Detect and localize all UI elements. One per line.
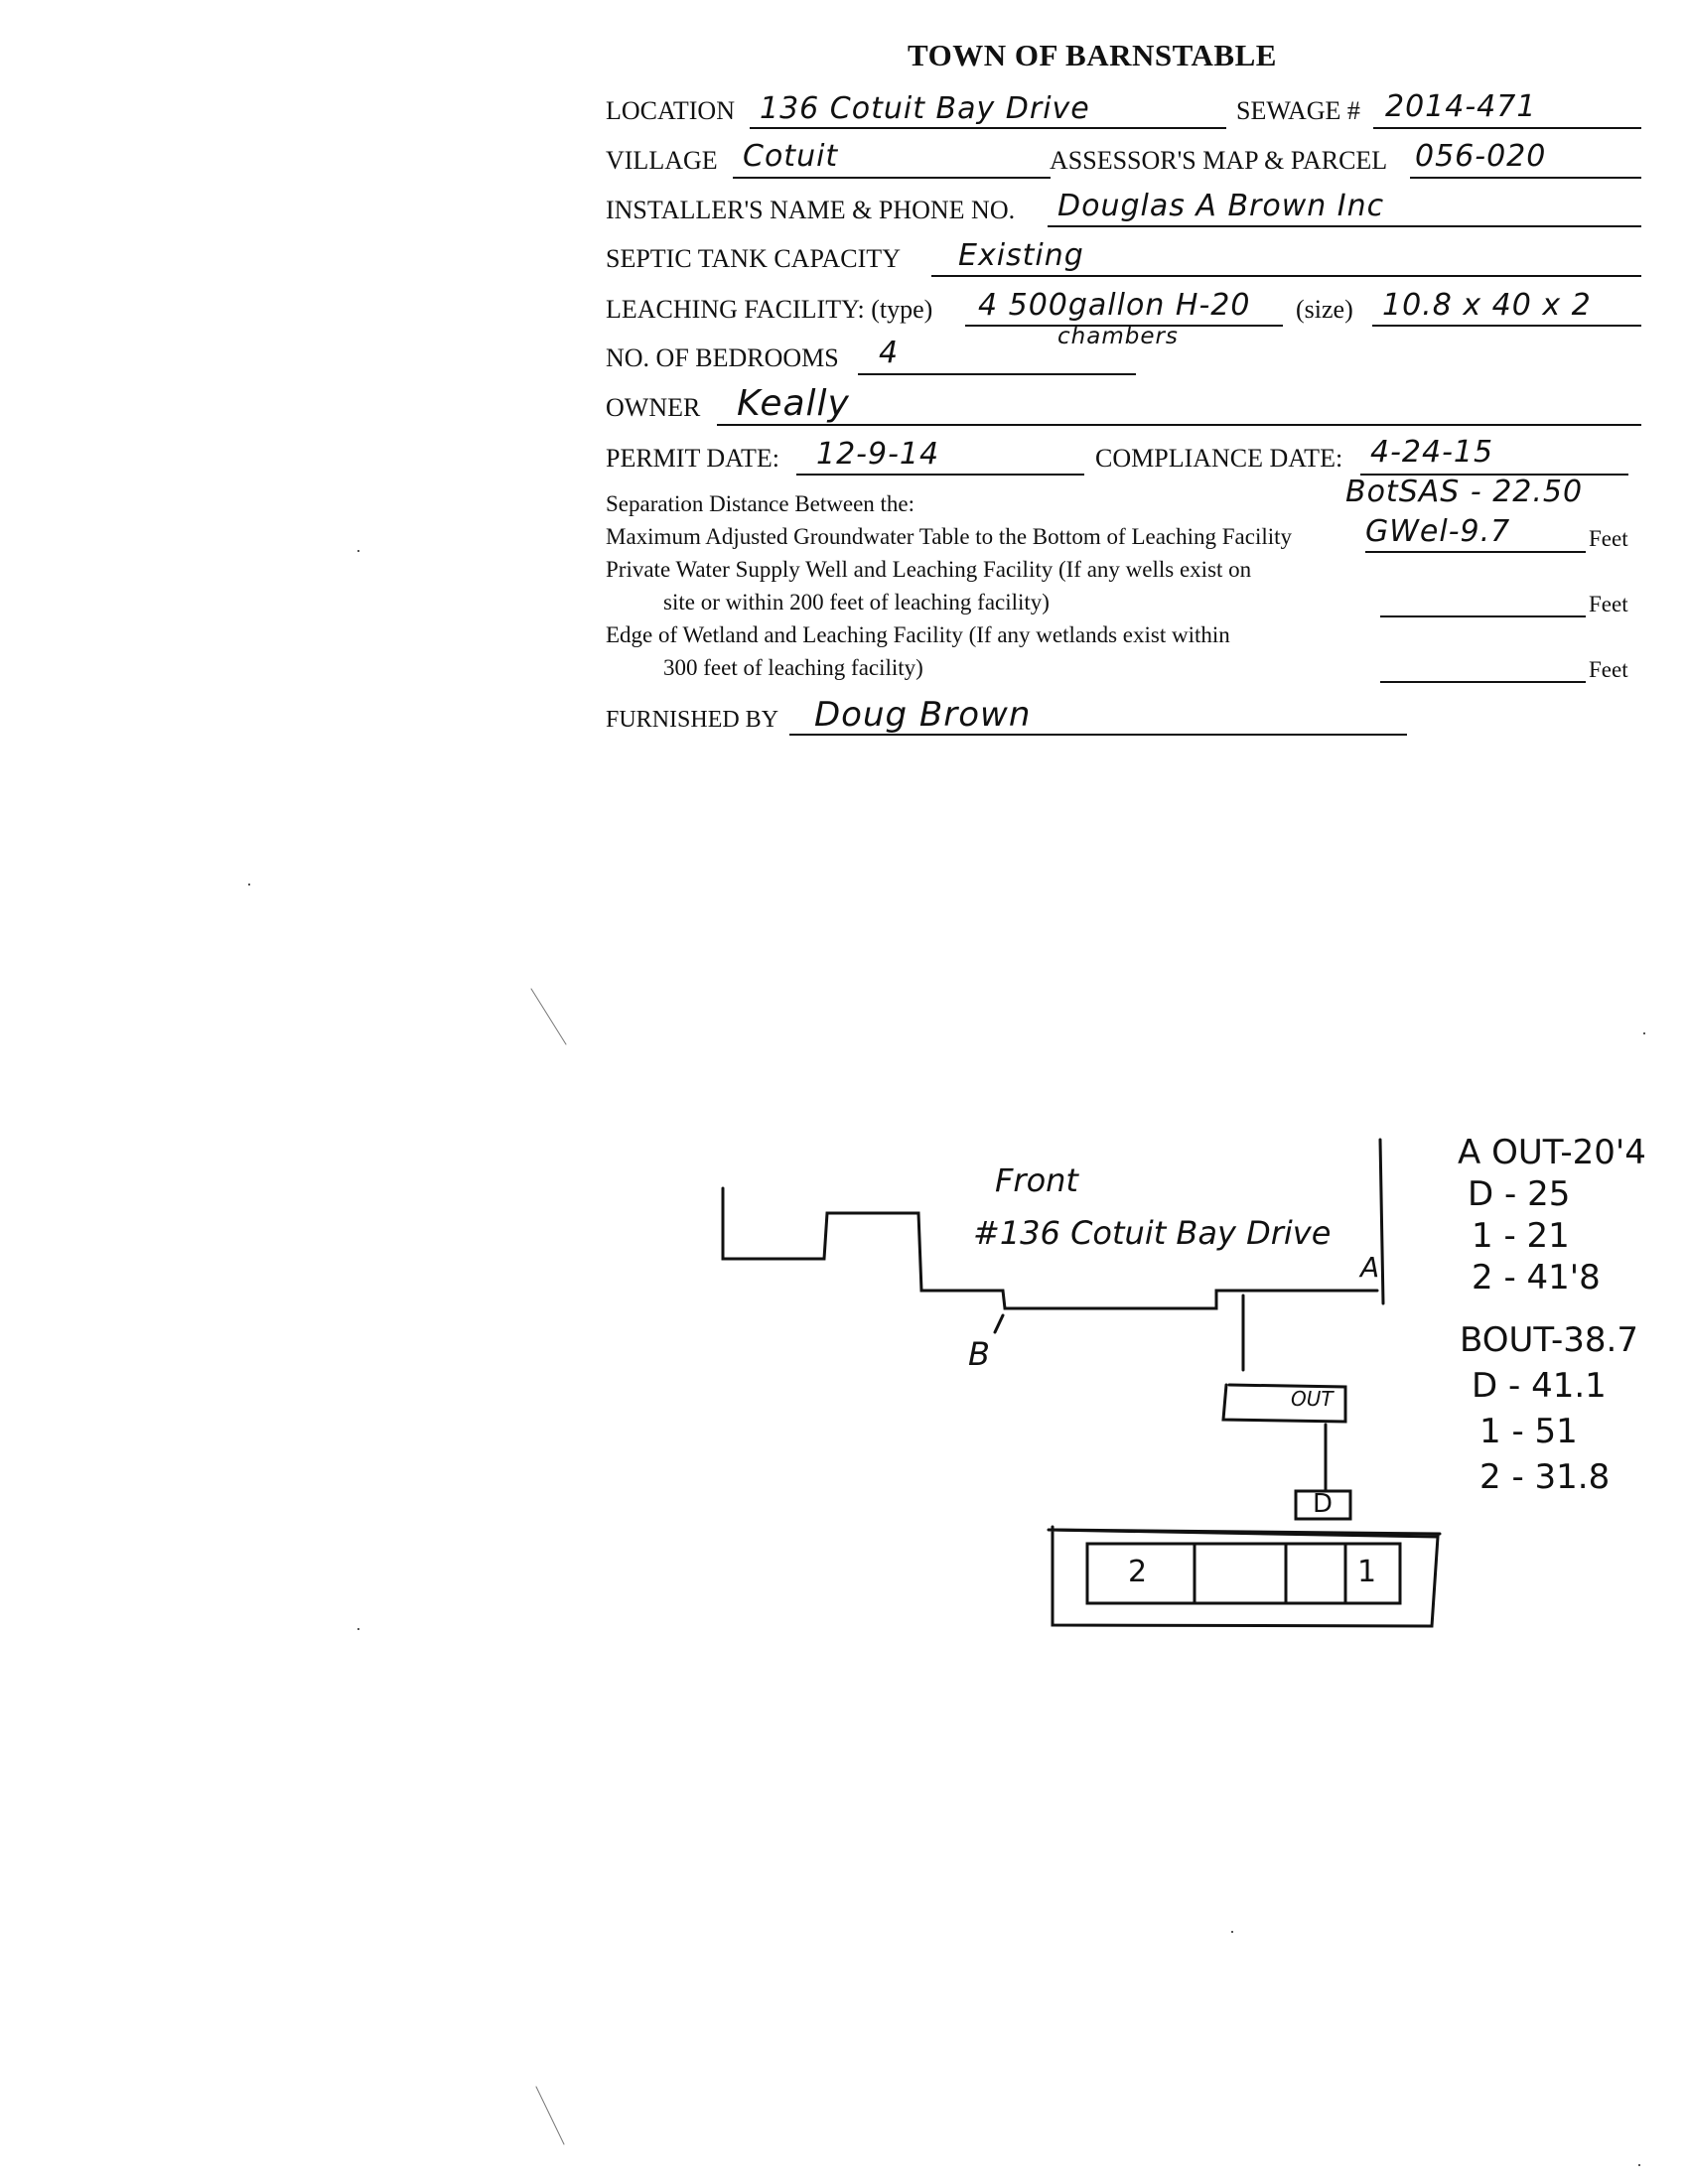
measurement-note: 1 - 21 — [1472, 1216, 1570, 1256]
leaching-type-value-2: chambers — [1057, 324, 1179, 349]
scan-mark — [531, 989, 566, 1044]
leaching-type-label: LEACHING FACILITY: (type) — [606, 295, 933, 324]
village-value: Cotuit — [743, 139, 839, 174]
chamber-2-label: 2 — [1128, 1555, 1148, 1589]
bedrooms-label: NO. OF BEDROOMS — [606, 343, 839, 372]
form-title: TOWN OF BARNSTABLE — [908, 38, 1277, 72]
leaching-size-value: 10.8 x 40 x 2 — [1382, 288, 1592, 323]
measurement-note: BOUT-38.7 — [1460, 1320, 1638, 1360]
groundwater-label: Maximum Adjusted Groundwater Table to the Bottom of Leaching Facility — [606, 524, 1293, 549]
measurement-note: D - 41.1 — [1472, 1366, 1607, 1406]
point-b-tick — [995, 1315, 1003, 1332]
chamber-1-label: 1 — [1357, 1555, 1377, 1589]
permit-date-label: PERMIT DATE: — [606, 444, 780, 473]
measurement-note: 2 - 41'8 — [1472, 1258, 1601, 1297]
front-label: Front — [995, 1161, 1078, 1199]
furnished-by-value: Doug Brown — [814, 695, 1032, 735]
scan-speck — [357, 550, 359, 552]
bedrooms-value: 4 — [879, 336, 900, 370]
tank-label: OUT — [1291, 1387, 1334, 1411]
groundwater-value: GWel-9.7 — [1365, 514, 1511, 549]
scan-mark — [536, 2087, 564, 2144]
sewage-value: 2014-471 — [1385, 89, 1537, 124]
leaching-type-value: 4 500gallon H-20 — [978, 288, 1251, 323]
location-value: 136 Cotuit Bay Drive — [760, 91, 1090, 126]
owner-value: Keally — [737, 383, 850, 424]
village-label: VILLAGE — [606, 146, 718, 175]
groundwater-feet: Feet — [1589, 526, 1628, 551]
well-label-1: Private Water Supply Well and Leaching Facility (If any wells exist on — [606, 557, 1252, 582]
well-label-2: site or within 200 feet of leaching facility) — [663, 590, 1050, 614]
wetland-feet: Feet — [1589, 657, 1628, 682]
leaching-field-outer-top — [1053, 1530, 1440, 1534]
point-b-label: B — [968, 1335, 990, 1373]
leaching-field-outer — [1049, 1527, 1438, 1626]
scan-speck — [357, 1628, 359, 1630]
wetland-label-2: 300 feet of leaching facility) — [663, 655, 923, 680]
scan-speck — [1231, 1931, 1233, 1933]
property-line-right — [1380, 1140, 1383, 1303]
septic-label: SEPTIC TANK CAPACITY — [606, 244, 901, 273]
assessor-value: 056-020 — [1415, 139, 1547, 174]
compliance-date-label: COMPLIANCE DATE: — [1095, 444, 1343, 473]
address-label: #136 Cotuit Bay Drive — [973, 1214, 1332, 1252]
septic-value: Existing — [958, 238, 1084, 273]
bot-sas-value: BotSAS - 22.50 — [1345, 475, 1584, 509]
location-label: LOCATION — [606, 96, 735, 125]
point-a-label: A — [1360, 1251, 1380, 1284]
leaching-size-label: (size) — [1296, 295, 1353, 324]
wetland-label-1: Edge of Wetland and Leaching Facility (If any wetlands exist within — [606, 622, 1230, 647]
permit-date-value: 12-9-14 — [816, 437, 940, 472]
measurement-note: A OUT-20'4 — [1458, 1133, 1646, 1172]
measurement-note: 1 - 51 — [1479, 1412, 1578, 1451]
assessor-label: ASSESSOR'S MAP & PARCEL — [1050, 146, 1388, 175]
owner-label: OWNER — [606, 393, 701, 422]
dbox-label: D — [1313, 1489, 1334, 1519]
measurement-note: D - 25 — [1468, 1174, 1571, 1214]
scan-speck — [1643, 1032, 1645, 1034]
installer-label: INSTALLER'S NAME & PHONE NO. — [606, 196, 1016, 224]
sewage-label: SEWAGE # — [1236, 96, 1360, 125]
separation-label: Separation Distance Between the: — [606, 491, 915, 516]
furnished-by-label: FURNISHED BY — [606, 707, 779, 733]
well-feet: Feet — [1589, 592, 1628, 616]
scan-speck — [248, 884, 250, 886]
compliance-date-value: 4-24-15 — [1370, 435, 1494, 470]
measurement-note: 2 - 31.8 — [1479, 1457, 1611, 1497]
installer-value: Douglas A Brown Inc — [1057, 189, 1385, 223]
scan-speck — [1638, 2164, 1640, 2166]
